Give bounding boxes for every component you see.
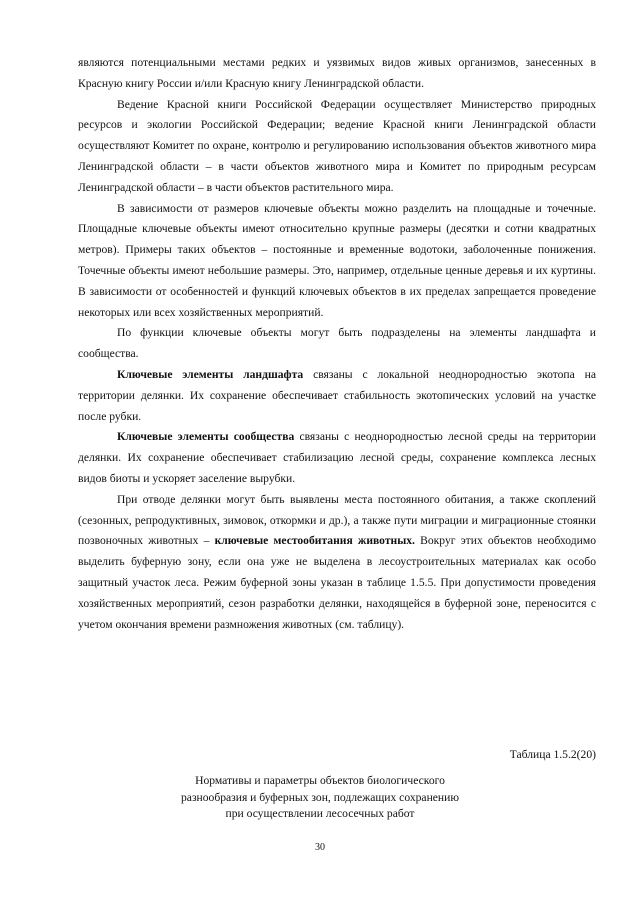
paragraph: [78, 365, 596, 427]
page-number: 30: [315, 842, 325, 853]
paragraph-text: связаны с локальной неоднородностью экотопа на территории делянки. Их сохранение обеспечивает стабильность экотопических условий на участке после рубки.: [78, 367, 596, 423]
paragraph: [78, 323, 596, 365]
paragraph: [78, 199, 596, 324]
paragraph: [78, 95, 596, 199]
paragraph-text: При отводе делянки могут быть выявлены места постоянного обитания, а также скоплений (сезонных, репродуктивных, зимовок, откормки и др.), а также пути миграции и миграционные стоянки позвоночных животных –: [78, 492, 596, 548]
table-caption: Таблица 1.5.2(20): [509, 748, 596, 761]
paragraph-text: По функции ключевые объекты могут быть подразделены на элементы ландшафта и сообщества.: [78, 326, 596, 361]
paragraph-text: Вокруг этих объектов необходимо выделить буферную зону, если она уже не выделена в лесоустроительных материалах как особо защитный участок леса. Режим буферной зоны указан в таблице 1.5.5. При допустимости проведения хозяйственных мероприятий, сезон разработки делянки, находящейся в буферной зоне, переносится с учетом окончания времени размножения животных (см. таблицу).: [78, 534, 596, 631]
paragraph: [78, 490, 596, 636]
table-title-line: при осуществлении лесосечных работ: [225, 807, 415, 820]
paragraph-text: являются потенциальными местами редких и уязвимых видов живых организмов, занесенных в Красную книгу России и/или Красную книгу Ленинградской области.: [78, 56, 596, 90]
paragraph-text: В зависимости от размеров ключевые объекты можно разделить на площадные и точечные. Площадные ключевые объекты имеют относительно крупные размеры (десятки и сотни квадратных метров). Примеры таких объектов – постоянные и временные водотоки, заболоченные понижения. Точечные объекты имеют небольшие размеры. Это, например, отдельные ценные деревья и их куртины. В зависимости от особенностей и функций ключевых объектов в их пределах запрещается проведение некоторых или всех хозяйственных мероприятий.: [78, 201, 596, 319]
table-title: [0, 773, 640, 823]
paragraph-text: связаны с неоднородностью лесной среды на территории делянки. Их сохранение обеспечивает стабилизацию лесной среды, сохранение комплекса лесных видов биоты и ускоряет заселение вырубки.: [78, 430, 596, 485]
paragraph-text: Ведение Красной книги Российской Федерации осуществляет Министерство природных ресурсов и экологии Российской Федерации; ведение Красной книги Ленинградской области осуществляют Комитет по охране, контролю и регулированию использования объектов животного мира Ленинградской области – в части объектов животного мира и Комитет по природным ресурсам Ленинградской области – в части объектов растительного мира.: [78, 97, 596, 194]
paragraph: [78, 53, 596, 95]
table-title-line: Нормативы и параметры объектов биологического: [195, 774, 445, 787]
bold-term: Ключевые элементы ландшафта: [117, 367, 304, 381]
bold-term: Ключевые элементы сообщества: [117, 430, 295, 444]
bold-term: ключевые местообитания животных.: [214, 534, 415, 548]
body-text: [78, 53, 596, 635]
paragraph: [78, 427, 596, 489]
table-title-line: разнообразия и буферных зон, подлежащих сохранению: [181, 790, 459, 804]
